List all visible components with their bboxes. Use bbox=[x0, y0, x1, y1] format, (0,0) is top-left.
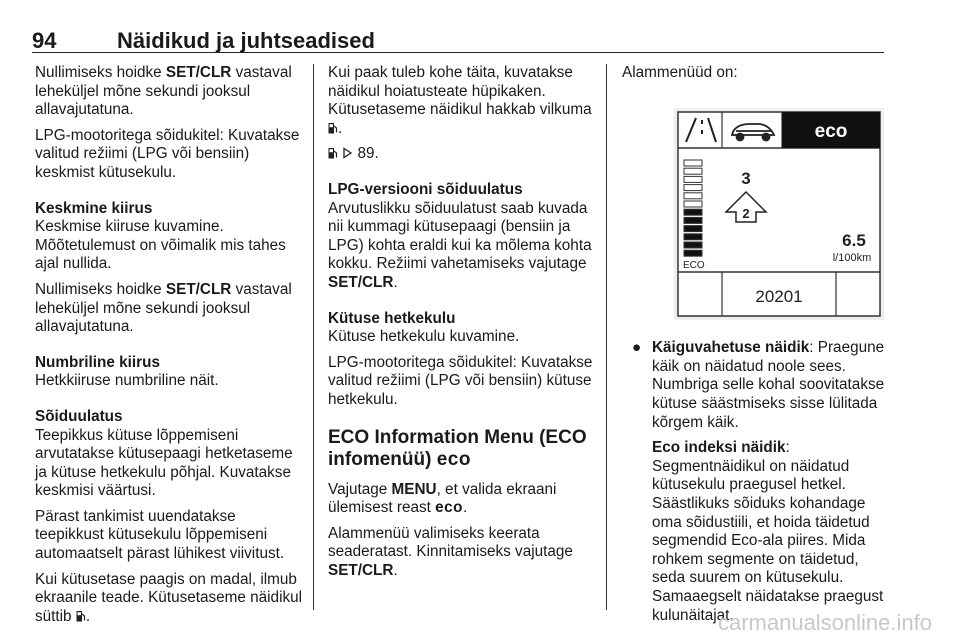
eco-segment bbox=[684, 201, 702, 207]
eco-segment bbox=[684, 209, 702, 215]
button-ref-menu: MENU bbox=[391, 480, 437, 498]
eco-segment bbox=[684, 168, 702, 174]
section-title-eco-menu: ECO Information Menu (ECO infomenüü) eco bbox=[328, 426, 587, 470]
page-header bbox=[32, 22, 884, 53]
eco-segment bbox=[684, 192, 702, 198]
column-divider-2 bbox=[606, 64, 607, 610]
consumption-value: 6.5 bbox=[842, 230, 866, 250]
page-title: Näidikud ja juhtseadised bbox=[117, 28, 375, 53]
paragraph: Keskmise kiiruse kuvamine. bbox=[35, 218, 224, 236]
eco-segment bbox=[684, 250, 702, 256]
paragraph: Segmentnäidikul on näidatud kütusekulu praegusel hetkel. Säästlikuks sõiduks kohandage oma sõidustiili, et hoida täidetud segmendid Eco-ala piires. Mida rohkem segmente on täidetud, seda suurem on kütusekulu. Samaaegselt näidatakse praegust kulunäitajat. bbox=[652, 457, 884, 624]
button-ref-set-clr: SET/CLR bbox=[328, 561, 394, 579]
eco-segment bbox=[684, 233, 702, 239]
consumption-unit: l/100km bbox=[832, 251, 872, 264]
eco-segment bbox=[684, 176, 702, 182]
paragraph: Vajutage MENU, et valida ekraani ülemisest reast eco. bbox=[328, 480, 557, 517]
paragraph: Käiguvahetuse näidik: Praegune käik on näidatud noole sees. Numbriga selle kohal soovitatakse kütuse säästmiseks sisse lülitada kõrgem käik. bbox=[652, 339, 885, 431]
paragraph: Kui kütusetase paagis on madal, ilmub ekraanile teade. Kütusetaseme näidikul süttib . bbox=[35, 570, 303, 625]
eco-segment bbox=[684, 242, 702, 248]
heading-average-speed: Keskmine kiirus bbox=[35, 199, 153, 217]
heading-lpg-range: LPG-versiooni sõiduulatus bbox=[328, 180, 523, 198]
eco-segment bbox=[684, 225, 702, 231]
paragraph: LPG-mootoritega sõidukitel: Kuvatakse valitud režiimi (LPG või bensiin) keskmist kütusekulu. bbox=[35, 126, 300, 181]
paragraph: Nullimiseks hoidke SET/CLR vastaval leheküljel mõne sekundi jooksul allavajutatuna. bbox=[35, 64, 292, 119]
page-reference: 89. bbox=[328, 145, 598, 164]
heading-instant-consumption: Kütuse hetkekulu bbox=[328, 309, 456, 327]
eco-segment bbox=[684, 217, 702, 223]
eco-display-illustration bbox=[674, 108, 884, 320]
paragraph: Pärast tankimist uuendatakse teepikkust kütusekulu lõppemiseni automaatselt pärast lühikest viivitust. bbox=[35, 507, 285, 563]
heading-digital-speed: Numbriline kiirus bbox=[35, 353, 160, 371]
paragraph: Arvutuslikku sõiduulatust saab kuvada nii kummagi kütusepaagi (bensiin ja LPG) kohta eraldi kui ka mõlema kohta kokku. Režiimi vahetamiseks vajutage SET/CLR. bbox=[328, 199, 592, 291]
suggested-gear: 3 bbox=[741, 168, 751, 188]
eco-segment bbox=[684, 160, 702, 166]
button-ref-set-clr: SET/CLR bbox=[328, 273, 394, 291]
paragraph: Kui paak tuleb kohe täita, kuvatakse näidikul hoiatusteate hüpikaken. Kütusetaseme näidikul hakkab vilkuma . bbox=[328, 64, 592, 137]
column-1 bbox=[35, 64, 305, 633]
page-number: 94 bbox=[32, 28, 57, 53]
watermark: carmanualsonline.info bbox=[717, 610, 932, 635]
paragraph: Alammenüüd on: bbox=[622, 64, 738, 81]
paragraph: Alammenüü valimiseks keerata seaderatast. Kinnitamiseks vajutage SET/CLR. bbox=[328, 524, 573, 579]
list-item-gear-indicator: ● Käiguvahetuse näidik: Praegune käik on näidatud noole sees. Numbriga selle kohal soovitatakse kütuse säästmiseks sisse lülitada kõrgem käik. bbox=[622, 339, 887, 432]
button-ref-set-clr: SET/CLR bbox=[165, 280, 232, 298]
odometer-value: 20201 bbox=[755, 286, 803, 306]
eco-index-description: Eco indeksi näidik: Segmentnäidikul on näidatud kütusekulu praegusel hetkel. Säästlikuks sõiduks kohandage oma sõidustiili, et hoida täidetud segmendid Eco-ala piires. Mida rohkem segmente on täidetud, seda suurem on kütusekulu. Samaaegselt näidatakse praegust kulunäitajat. bbox=[622, 439, 887, 625]
paragraph: Kütuse hetkekulu kuvamine. bbox=[328, 328, 520, 346]
paragraph: Nullimiseks hoidke SET/CLR vastaval leheküljel mõne sekundi jooksul allavajutatuna. bbox=[35, 280, 292, 336]
current-gear: 2 bbox=[742, 205, 750, 221]
eco-tab-label: eco bbox=[814, 120, 848, 142]
eco-index-label: ECO bbox=[683, 259, 705, 271]
page-reference-arrow-icon bbox=[342, 147, 353, 159]
eco-symbol-icon: eco bbox=[435, 499, 463, 517]
button-ref-set-clr: SET/CLR bbox=[165, 64, 232, 81]
paragraph: Mõõtetulemust on võimalik mis tahes ajal nullida. bbox=[35, 236, 286, 273]
heading-range: Sõiduulatus bbox=[35, 407, 123, 425]
eco-segment bbox=[684, 184, 702, 190]
paragraph: Hetkkiiruse numbriline näit. bbox=[35, 372, 219, 390]
column-divider-1 bbox=[313, 64, 314, 610]
fuel-pump-icon bbox=[328, 147, 338, 159]
eco-symbol-icon: eco bbox=[436, 448, 471, 470]
fuel-pump-icon bbox=[328, 122, 338, 134]
paragraph: LPG-mootoritega sõidukitel: Kuvatakse valitud režiimi (LPG või bensiin) kütuse hetkekulu. bbox=[328, 353, 593, 408]
column-2 bbox=[328, 64, 598, 587]
column-3 bbox=[622, 64, 887, 632]
fuel-pump-icon bbox=[76, 610, 86, 622]
paragraph: Teepikkus kütuse lõppemiseni arvutatakse kütusepaagi hetketaseme ja kütuse hetkekulu põhjal. Kuvatakse keskmisi väärtusi. bbox=[35, 426, 293, 500]
